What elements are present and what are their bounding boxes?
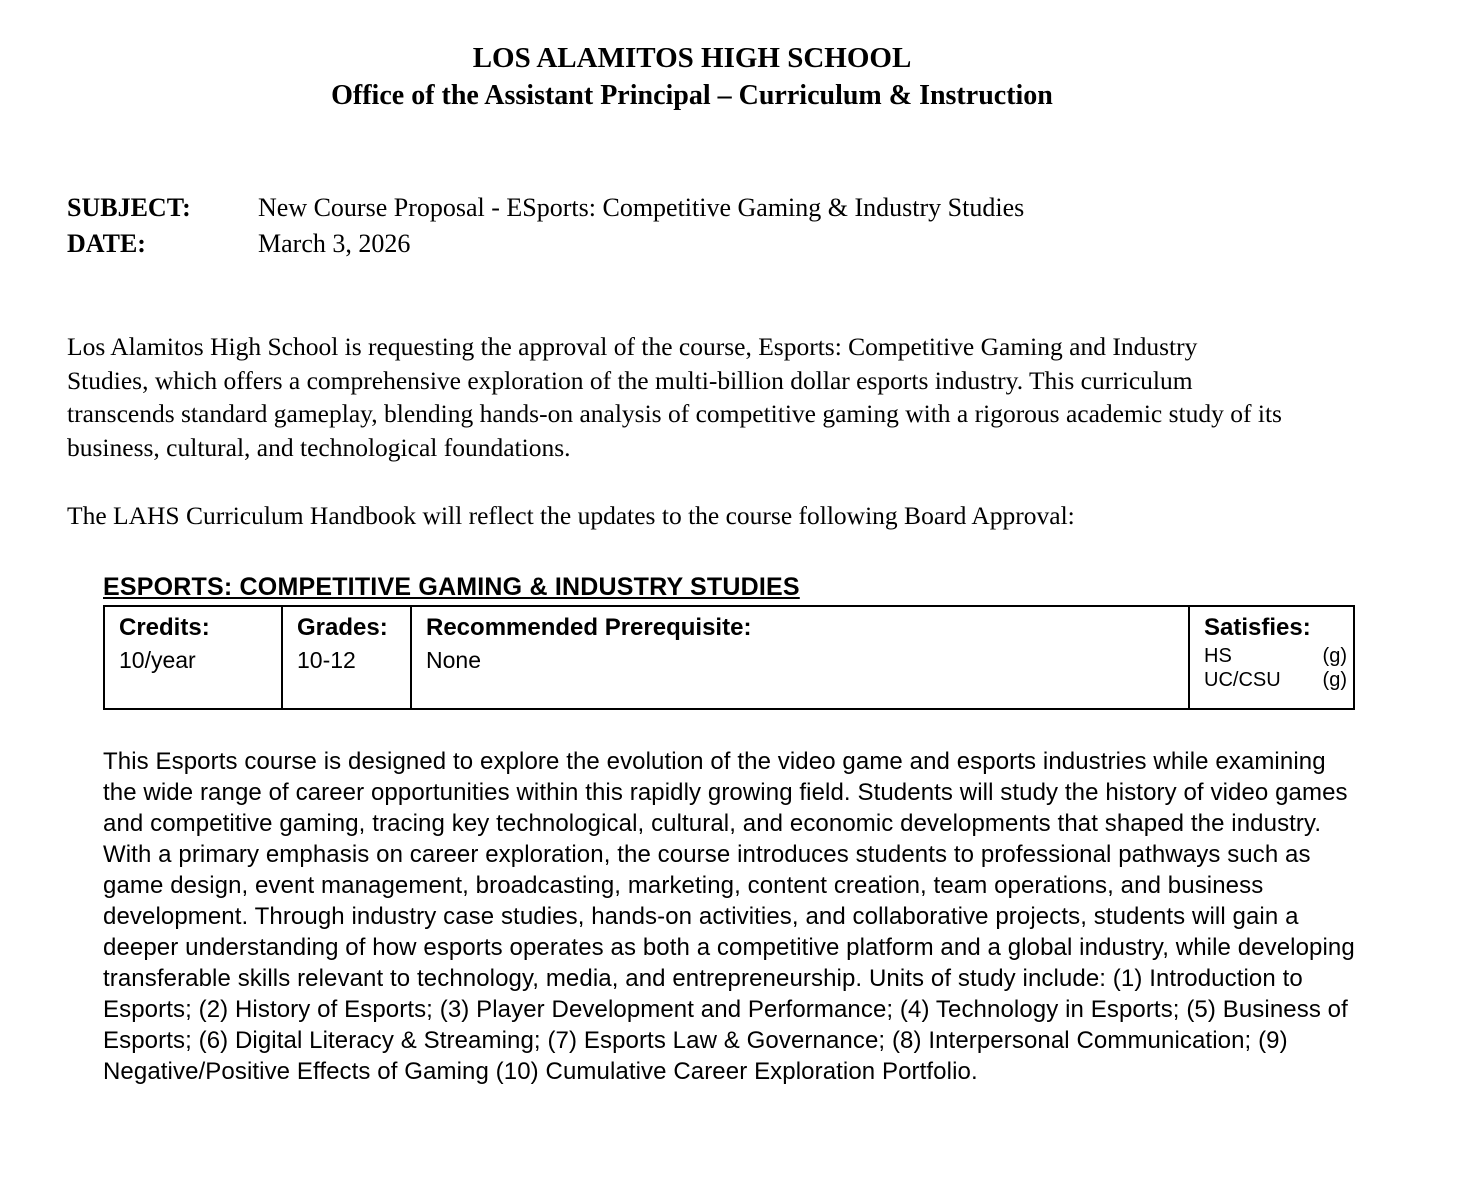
grades-value: 10-12 (297, 646, 356, 673)
course-info-table (103, 605, 1355, 710)
handbook-paragraph: The LAHS Curriculum Handbook will reflect the updates to the course following Board Approval: (67, 501, 1075, 530)
satisfies-label: Satisfies: (1204, 613, 1311, 641)
course-description: This Esports course is designed to explore the evolution of the video game and esports industries while examining the wide range of career opportunities within this rapidly growing field. Students will study the history of video games and competitive gaming, tracing key technological, cultural, and economic developments that shaped the industry. With a primary emphasis on career exploration, the course introduces students to professional pathways such as game design, event management, broadcasting, marketing, content creation, team operations, and business development. Through industry case studies, hands-on activities, and collaborative projects, students will gain a deeper understanding of how esports operates as both a competitive platform and a global industry, while developing transferable skills relevant to technology, media, and entrepreneurship. Units of study include: (1) Introduction to Esports; (2) History of Esports; (3) Player Development and Performance; (4) Technology in Esports; (5) Business of Esports; (6) Digital Literacy & Streaming; (7) Esports Law & Governance; (8) Interpersonal Communication; (9) Negative/Positive Effects of Gaming (10) Cumulative Career Exploration Portfolio. (103, 747, 1355, 1085)
satisfies-row-uccsu (1204, 668, 1347, 692)
satisfies-row-hs (1204, 644, 1347, 668)
satisfies-tag: (g) (1322, 644, 1347, 667)
subject-label: SUBJECT: (67, 193, 191, 222)
memo-meta (67, 190, 1317, 262)
date-label: DATE: (67, 229, 146, 258)
prerequisite-value: None (426, 646, 481, 673)
office-title: Office of the Assistant Principal – Curriculum & Instruction (331, 80, 1053, 111)
course-section (103, 573, 1355, 1087)
satisfies-cell (1189, 606, 1354, 709)
grades-cell (282, 606, 411, 709)
credits-value: 10/year (119, 646, 196, 673)
prerequisite-cell (411, 606, 1189, 709)
memo-date-row (67, 226, 1317, 262)
date-value: March 3, 2026 (258, 229, 411, 258)
course-title: ESPORTS: COMPETITIVE GAMING & INDUSTRY STUDIES (103, 572, 800, 601)
satisfies-name: HS (1204, 644, 1232, 667)
intro-paragraph: Los Alamitos High School is requesting the approval of the course, Esports: Competitive Gaming and Industry Studies, which offers a comprehensive exploration of the multi-billion dollar esports industry. This curriculum transcends standard gameplay, blending hands-on analysis of competitive gaming with a rigorous academic study of its business, cultural, and technological foundations. (67, 332, 1282, 462)
satisfies-tag: (g) (1322, 668, 1347, 691)
school-name: LOS ALAMITOS HIGH SCHOOL (472, 42, 912, 74)
memo-subject-row (67, 190, 1317, 226)
document-header (67, 40, 1317, 114)
credits-label: Credits: (119, 613, 210, 641)
satisfies-name: UC/CSU (1204, 668, 1281, 691)
subject-value: New Course Proposal - ESports: Competitive Gaming & Industry Studies (258, 193, 1025, 222)
prerequisite-label: Recommended Prerequisite: (426, 613, 752, 641)
table-row (104, 606, 1354, 709)
grades-label: Grades: (297, 613, 388, 641)
credits-cell (104, 606, 282, 709)
document-page (67, 0, 1355, 1087)
